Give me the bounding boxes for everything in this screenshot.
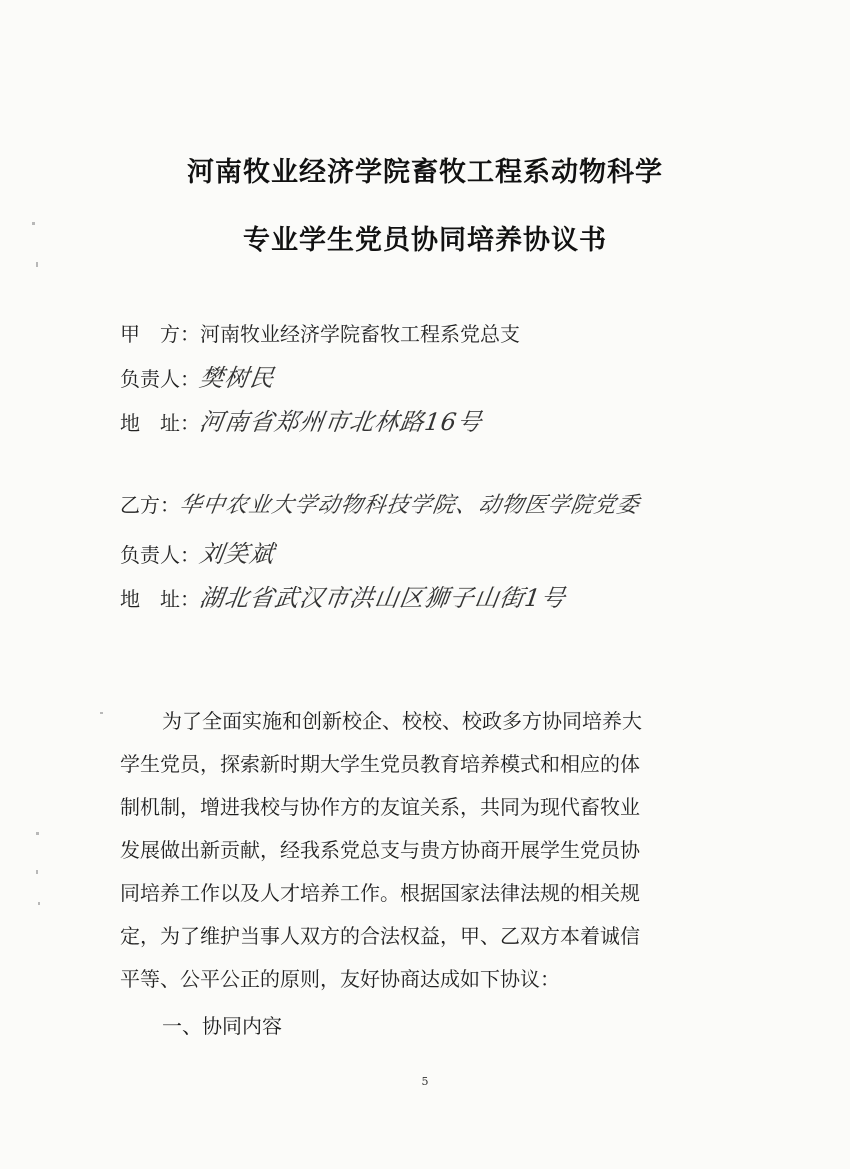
paragraph-line: 定，为了维护当事人双方的合法权益，甲、乙双方本着诚信 [120,924,640,948]
paragraph-line: 制机制，增进我校与协作方的友谊关系，共同为现代畜牧业 [120,795,640,819]
party-a-head-label: 负责人： [120,367,200,391]
party-a-name: 河南牧业经济学院畜牧工程系党总支 [200,322,520,346]
party-b-name-handwritten: 华中农业大学动物科技学院、动物医学院党委 [177,493,642,518]
party-a-address-label: 地 址： [120,411,200,435]
party-a-head-handwritten: 樊树民 [197,364,277,392]
agreement-paragraph [120,700,720,1001]
scan-speck [38,902,40,905]
party-a-address-handwritten: 河南省郑州市北林路16号 [197,408,485,436]
party-b-head-row [120,534,275,569]
scan-speck [36,262,38,267]
party-a-head-row [120,358,275,393]
party-b-address-handwritten: 湖北省武汉市洪山区狮子山街1号 [197,584,568,612]
scan-speck [32,222,35,225]
party-b-address-row [120,578,566,613]
party-a-row [120,318,520,347]
party-a-address-row [120,402,483,437]
section-heading-collaboration-content: 一、协同内容 [162,1014,282,1038]
document-title-line-2: 专业学生党员协同培养协议书 [243,225,607,256]
party-b-label: 乙方： [120,493,180,517]
party-b-address-label: 地 址： [120,587,200,611]
party-b-head-label: 负责人： [120,543,200,567]
paragraph-line: 同培养工作以及人才培养工作。根据国家法律法规的相关规 [120,881,640,905]
paragraph-line: 平等、公平公正的原则，友好协商达成如下协议： [120,967,560,991]
scan-speck [100,712,103,714]
scan-speck [36,832,39,835]
party-a-label: 甲 方： [120,322,200,346]
party-b-row [120,488,640,519]
page-number: 5 [421,1075,429,1088]
paragraph-line: 学生党员，探索新时期大学生党员教育培养模式和相应的体 [120,752,640,776]
party-b-head-handwritten: 刘笑斌 [197,540,277,568]
paragraph-line: 发展做出新贡献，经我系党总支与贵方协商开展学生党员协 [120,838,640,862]
paragraph-line: 为了全面实施和创新校企、校校、校政多方协同培养大 [162,709,642,733]
document-title-line-1: 河南牧业经济学院畜牧工程系动物科学 [187,157,663,188]
scan-speck [36,870,38,874]
